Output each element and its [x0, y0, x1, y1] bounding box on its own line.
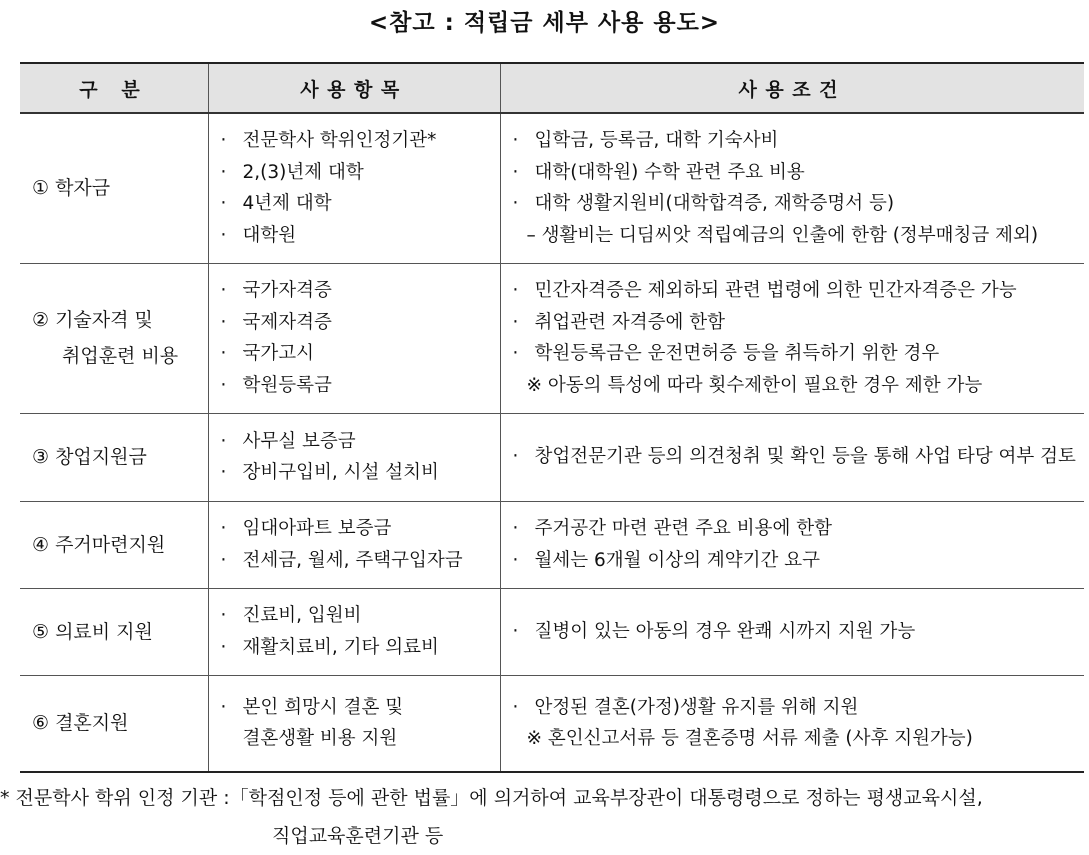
- list-item: [221, 513, 494, 545]
- item-text: 4년제 대학: [242, 193, 332, 215]
- list-item: [221, 157, 494, 189]
- condition-note: – 생활비는 디딤씨앗 적립예금의 인출에 한함 (정부매칭금 제외): [526, 224, 1039, 246]
- list-item: [513, 441, 1079, 473]
- item-text: 결혼생활 비용 지원: [242, 728, 398, 750]
- list-item: [513, 188, 1079, 220]
- conditions-cell: [500, 113, 1084, 263]
- item-text: 국가자격증: [242, 280, 332, 301]
- list-item: [513, 692, 1079, 724]
- items-cell: [208, 675, 500, 772]
- bullet: ·: [220, 696, 227, 718]
- category-cell: [20, 113, 208, 263]
- header-row: [20, 63, 1084, 113]
- item-text: 재활치료비, 기타 의료비: [242, 636, 439, 658]
- bullet: ·: [220, 636, 227, 658]
- bullet: ·: [220, 130, 227, 152]
- bullet: ·: [512, 193, 519, 215]
- bullet: ·: [220, 605, 227, 626]
- page-title: <참고 : 적립금 세부 사용 용도>: [368, 10, 721, 36]
- list-item: [221, 370, 494, 402]
- item-text: 전문학사 학위인정기관*: [242, 130, 437, 152]
- condition-text: 대학(대학원) 수학 관련 주요 비용: [534, 161, 805, 183]
- item-text: 국가고시: [242, 343, 314, 364]
- list-item: [221, 307, 494, 339]
- table-row: [20, 413, 1084, 501]
- list-item: [221, 457, 494, 489]
- list-item: [221, 220, 494, 252]
- category-label: ① 학자금: [32, 177, 111, 200]
- list-item: [221, 426, 494, 458]
- bullet: ·: [512, 311, 519, 333]
- list-item: [221, 545, 494, 577]
- category-label: ③ 창업지원금: [32, 446, 147, 468]
- items-cell: [208, 501, 500, 588]
- item-text: 2,(3)년제 대학: [242, 161, 364, 183]
- category-label: ④ 주거마련지원: [32, 533, 166, 556]
- condition-text: 월세는 6개월 이상의 계약기간 요구: [534, 549, 820, 571]
- usage-table: [20, 62, 1084, 773]
- bullet: ·: [220, 430, 227, 452]
- list-item: [221, 692, 494, 724]
- list-item: [221, 275, 494, 307]
- table-row: [20, 588, 1084, 675]
- list-item: [221, 632, 494, 664]
- condition-note: ※ 혼인신고서류 등 결혼증명 서류 제출 (사후 지원가능): [526, 728, 973, 750]
- bullet: ·: [512, 280, 519, 301]
- condition-text: 학원등록금은 운전면허증 등을 취득하기 위한 경우: [534, 343, 940, 364]
- bullet: ·: [220, 549, 227, 571]
- category-cell: [20, 501, 208, 588]
- items-cell: [208, 588, 500, 675]
- item-text: 진료비, 입원비: [242, 605, 362, 626]
- list-item: [513, 157, 1079, 189]
- footnote-line-2: 직업교육훈련기관 등: [272, 825, 444, 847]
- item-text: 대학원: [242, 224, 297, 246]
- category-cell: [20, 675, 208, 772]
- footnote: [0, 779, 1089, 855]
- list-item: [221, 125, 494, 157]
- bullet: ·: [512, 696, 519, 718]
- condition-text: 창업전문기관 등의 의견청취 및 확인 등을 통해 사업 타당 여부 검토: [534, 446, 1076, 468]
- list-item: [513, 307, 1079, 339]
- item-text: 학원등록금: [242, 374, 332, 396]
- conditions-cell: [500, 413, 1084, 501]
- bullet: ·: [220, 280, 227, 301]
- items-cell: [208, 413, 500, 501]
- list-item: [513, 616, 1079, 648]
- conditions-cell: [500, 501, 1084, 588]
- condition-text: 입학금, 등록금, 대학 기숙사비: [534, 130, 779, 152]
- condition-text: 취업관련 자격증에 한함: [534, 311, 725, 333]
- bullet: ·: [220, 462, 227, 483]
- table-row: [20, 675, 1084, 772]
- conditions-cell: [500, 263, 1084, 413]
- condition-note: ※ 아동의 특성에 따라 횟수제한이 필요한 경우 제한 가능: [526, 374, 983, 396]
- bullet: ·: [220, 311, 227, 333]
- items-cell: [208, 263, 500, 413]
- list-item: [513, 275, 1079, 307]
- bullet: ·: [512, 446, 519, 468]
- condition-text: 민간자격증은 제외하되 관련 법령에 의한 민간자격증은 가능: [534, 280, 1017, 301]
- list-item: [221, 338, 494, 370]
- category-cell: [20, 413, 208, 501]
- bullet: ·: [512, 343, 519, 364]
- category-cell: [20, 588, 208, 675]
- table-row: [20, 501, 1084, 588]
- condition-text: 안정된 결혼(가정)생활 유지를 위해 지원: [534, 696, 859, 718]
- bullet: ·: [220, 193, 227, 215]
- item-text: 전세금, 월세, 주택구입자금: [242, 549, 463, 571]
- header-items: 사용항목: [208, 63, 500, 113]
- item-text: 장비구입비, 시설 설치비: [242, 462, 439, 483]
- category-label: 취업훈련 비용: [62, 345, 179, 367]
- items-cell: [208, 113, 500, 263]
- conditions-cell: [500, 675, 1084, 772]
- footnote-line-1: * 전문학사 학위 인정 기관 :「학점인정 등에 관한 법률」에 의거하여 교육부장관이 대통령령으로 정하는 평생교육시설,: [0, 787, 983, 809]
- condition-text: 질병이 있는 아동의 경우 완쾌 시까지 지원 가능: [534, 620, 916, 642]
- list-item: [513, 338, 1079, 370]
- condition-text: 주거공간 마련 관련 주요 비용에 한함: [534, 518, 832, 539]
- table-row: [20, 263, 1084, 413]
- bullet: ·: [220, 161, 227, 183]
- condition-text: 대학 생활지원비(대학합격증, 재학증명서 등): [534, 193, 895, 215]
- list-item: [221, 600, 494, 632]
- item-text: 본인 희망시 결혼 및: [242, 696, 404, 718]
- item-text: 사무실 보증금: [242, 430, 356, 452]
- bullet: ·: [220, 224, 227, 246]
- item-text: 임대아파트 보증금: [242, 518, 392, 539]
- bullet: ·: [512, 130, 519, 152]
- list-item: [513, 125, 1079, 157]
- bullet: ·: [512, 518, 519, 539]
- list-item: [513, 513, 1079, 545]
- bullet: ·: [220, 518, 227, 539]
- header-conditions: 사용조건: [500, 63, 1084, 113]
- conditions-cell: [500, 588, 1084, 675]
- bullet: ·: [220, 374, 227, 396]
- list-item: [513, 545, 1079, 577]
- category-cell: [20, 263, 208, 413]
- bullet: ·: [512, 161, 519, 183]
- bullet: ·: [512, 549, 519, 571]
- category-label: ② 기술자격 및: [32, 309, 153, 331]
- list-item: [221, 723, 494, 755]
- category-label: ⑥ 결혼지원: [32, 712, 129, 735]
- header-category: 구 분: [20, 63, 208, 113]
- category-label: ⑤ 의료비 지원: [32, 620, 153, 643]
- list-item: [221, 188, 494, 220]
- table-row: [20, 113, 1084, 263]
- item-text: 국제자격증: [242, 311, 332, 333]
- bullet: ·: [512, 620, 519, 642]
- bullet: ·: [220, 343, 227, 364]
